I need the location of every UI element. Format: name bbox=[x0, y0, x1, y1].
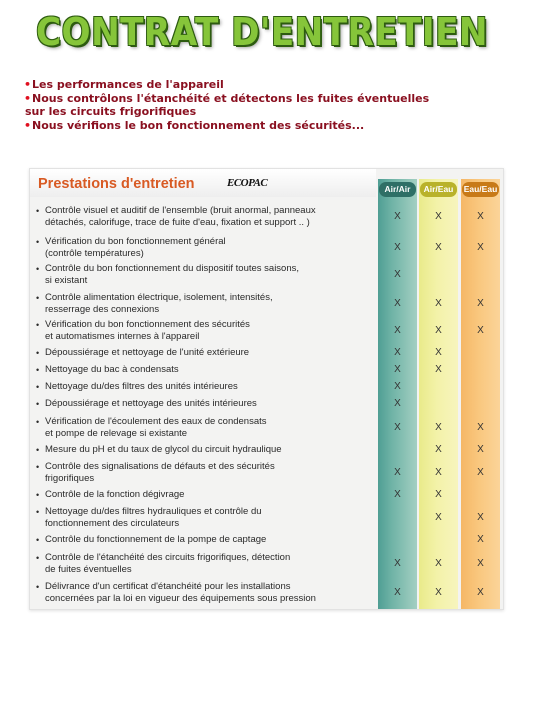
check-mark: X bbox=[394, 298, 401, 309]
check-mark: X bbox=[435, 298, 442, 309]
service-description bbox=[36, 461, 365, 485]
service-description bbox=[36, 416, 365, 440]
service-description-line: et automatismes internes à l'appareil bbox=[45, 331, 200, 342]
table-title: Prestations d'entretien bbox=[38, 176, 195, 192]
check-mark: X bbox=[394, 211, 401, 222]
page-title: CONTRAT D'ENTRETIEN bbox=[36, 10, 488, 54]
service-description-line: Nettoyage du/des filtres des unités intérieures bbox=[45, 381, 238, 392]
row-bullet-icon: • bbox=[36, 462, 40, 472]
check-mark: X bbox=[435, 211, 442, 222]
check-mark: X bbox=[394, 381, 401, 392]
service-description bbox=[36, 292, 365, 316]
service-description bbox=[36, 534, 365, 546]
row-bullet-icon: • bbox=[36, 535, 40, 545]
maintenance-services-table bbox=[29, 168, 504, 610]
service-description-line: Nettoyage du/des filtres hydrauliques et contrôle du bbox=[45, 506, 262, 517]
check-mark: X bbox=[435, 325, 442, 336]
service-description-line: Contrôle du fonctionnement de la pompe de captage bbox=[45, 534, 267, 545]
service-description bbox=[36, 489, 365, 501]
service-description-line: Contrôle de l'étanchéité des circuits frigorifiques, détection bbox=[45, 552, 291, 563]
row-bullet-icon: • bbox=[36, 365, 40, 375]
service-description-line: (contrôle températures) bbox=[45, 248, 144, 259]
row-bullet-icon: • bbox=[36, 206, 40, 216]
check-mark: X bbox=[394, 587, 401, 598]
service-description bbox=[36, 364, 365, 376]
check-mark: X bbox=[394, 242, 401, 253]
service-description-line: et pompe de relevage si existante bbox=[45, 428, 188, 439]
check-mark: X bbox=[477, 298, 484, 309]
check-mark: X bbox=[477, 534, 484, 545]
service-description bbox=[36, 319, 365, 343]
check-mark: X bbox=[435, 467, 442, 478]
check-mark: X bbox=[435, 444, 442, 455]
service-description-line: Vérification de l'écoulement des eaux de condensats bbox=[45, 416, 267, 427]
check-mark: X bbox=[435, 347, 442, 358]
row-bullet-icon: • bbox=[36, 553, 40, 563]
service-description bbox=[36, 581, 365, 605]
check-mark: X bbox=[477, 422, 484, 433]
check-mark: X bbox=[435, 364, 442, 375]
row-bullet-icon: • bbox=[36, 237, 40, 247]
service-description bbox=[36, 236, 365, 260]
service-description bbox=[36, 381, 365, 393]
service-description bbox=[36, 398, 365, 410]
service-description bbox=[36, 506, 365, 530]
service-description-line: fonctionnement des circulateurs bbox=[45, 518, 180, 529]
intro-bullet: •Les performances de l'appareil bbox=[24, 78, 224, 91]
row-bullet-icon: • bbox=[36, 417, 40, 427]
check-mark: X bbox=[394, 398, 401, 409]
check-mark: X bbox=[435, 489, 442, 500]
service-description-line: resserrage des connexions bbox=[45, 304, 160, 315]
service-description-line: Nettoyage du bac à condensats bbox=[45, 364, 179, 375]
service-description-line: Vérification du bon fonctionnement des sécurités bbox=[45, 319, 250, 330]
check-mark: X bbox=[477, 211, 484, 222]
check-mark: X bbox=[477, 325, 484, 336]
check-mark: X bbox=[477, 444, 484, 455]
check-mark: X bbox=[435, 242, 442, 253]
service-description-line: frigorifiques bbox=[45, 473, 95, 484]
check-mark: X bbox=[435, 422, 442, 433]
intro-bullet-list bbox=[24, 78, 504, 132]
service-description-line: Dépoussiérage et nettoyage de l'unité extérieure bbox=[45, 347, 250, 358]
intro-bullet: •Nous vérifions le bon fonctionnement des sécurités... bbox=[24, 118, 365, 132]
service-description bbox=[36, 263, 365, 287]
check-mark: X bbox=[394, 422, 401, 433]
row-bullet-icon: • bbox=[36, 490, 40, 500]
service-description-line: Contrôle des signalisations de défauts et des sécurités bbox=[45, 461, 275, 472]
check-mark: X bbox=[435, 587, 442, 598]
service-description-line: Contrôle du bon fonctionnement du dispositif toutes saisons, bbox=[45, 263, 300, 274]
check-mark: X bbox=[477, 512, 484, 523]
row-bullet-icon: • bbox=[36, 507, 40, 517]
brand-logo: ECOPAC bbox=[227, 177, 268, 189]
service-description-line: Contrôle visuel et auditif de l'ensemble (bruit anormal, panneaux bbox=[45, 205, 316, 216]
check-mark: X bbox=[394, 325, 401, 336]
check-mark: X bbox=[435, 558, 442, 569]
service-description-line: de fuites éventuelles bbox=[45, 564, 132, 575]
check-mark: X bbox=[477, 587, 484, 598]
check-mark: X bbox=[394, 558, 401, 569]
row-bullet-icon: • bbox=[36, 382, 40, 392]
row-bullet-icon: • bbox=[36, 399, 40, 409]
row-bullet-icon: • bbox=[36, 348, 40, 358]
service-description-line: concernées par la loi en vigueur des équipements sous pression bbox=[45, 593, 316, 604]
check-mark: X bbox=[394, 347, 401, 358]
service-description bbox=[36, 444, 365, 456]
service-description-line: Contrôle de la fonction dégivrage bbox=[45, 489, 185, 500]
check-mark: X bbox=[394, 467, 401, 478]
check-mark: X bbox=[435, 512, 442, 523]
table-header bbox=[30, 169, 376, 197]
check-mark: X bbox=[394, 364, 401, 375]
check-mark: X bbox=[477, 242, 484, 253]
row-bullet-icon: • bbox=[36, 293, 40, 303]
service-description-line: Dépoussiérage et nettoyage des unités intérieures bbox=[45, 398, 257, 409]
service-description-line: Contrôle alimentation électrique, isolement, intensités, bbox=[45, 292, 273, 303]
column-header-air-air: Air/Air bbox=[379, 182, 416, 197]
check-mark: X bbox=[394, 489, 401, 500]
row-bullet-icon: • bbox=[36, 582, 40, 592]
check-mark: X bbox=[477, 558, 484, 569]
column-header-air-eau: Air/Eau bbox=[420, 182, 457, 197]
service-description-line: détachés, calorifuge, trace de fuite d'eau, fixation et support .. ) bbox=[45, 217, 310, 228]
service-description-line: Délivrance d'un certificat d'étanchéité pour les installations bbox=[45, 581, 291, 592]
service-description-line: Mesure du pH et du taux de glycol du circuit hydraulique bbox=[45, 444, 282, 455]
service-description bbox=[36, 552, 365, 576]
row-bullet-icon: • bbox=[36, 445, 40, 455]
check-mark: X bbox=[477, 467, 484, 478]
check-mark: X bbox=[394, 269, 401, 280]
column-header-eau-eau: Eau/Eau bbox=[462, 182, 499, 197]
intro-bullet: •Nous contrôlons l'étanchéité et détectons les fuites éventuelles bbox=[24, 91, 430, 105]
intro-bullet-continuation: sur les circuits frigorifiques bbox=[25, 105, 197, 119]
service-description-line: Vérification du bon fonctionnement général bbox=[45, 236, 226, 247]
service-description bbox=[36, 347, 365, 359]
row-bullet-icon: • bbox=[36, 320, 40, 330]
row-bullet-icon: • bbox=[36, 264, 40, 274]
service-description bbox=[36, 205, 365, 229]
service-description-line: si existant bbox=[45, 275, 88, 286]
